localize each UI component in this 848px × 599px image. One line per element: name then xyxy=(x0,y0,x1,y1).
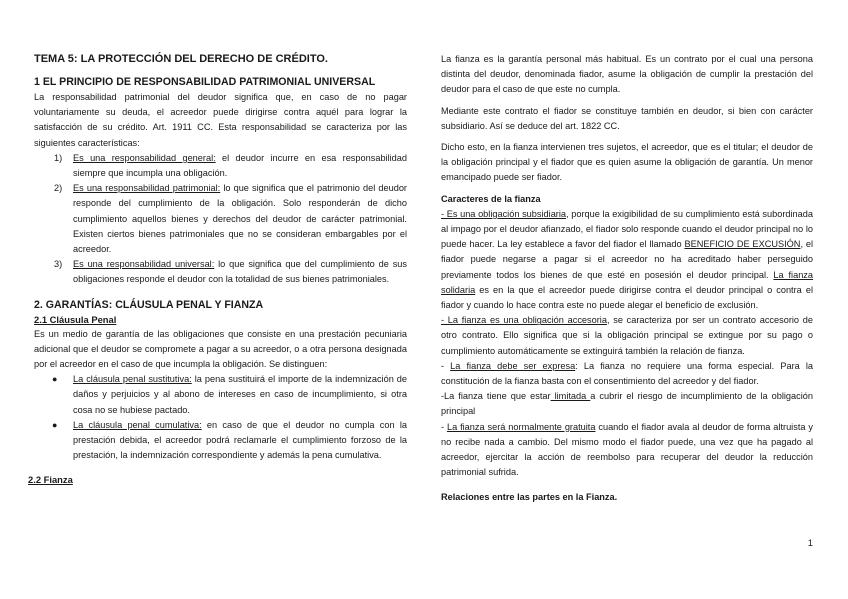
list-number: 1) xyxy=(54,152,63,163)
caracter-text: , porque la exigibilidad de su cumplimiento está subordinada al impago por el deudor afianzado, el fiador solo responde cuando el deudor principal no lo puede hacer. La ley establece a favor del fiador el llamado xyxy=(441,208,813,250)
subsection-2-2-heading: 2.2 Fianza xyxy=(28,474,73,486)
list-item xyxy=(34,372,407,418)
list-text: lo que significa que el patrimonio del deudor responde del cumplimiento de la obligación. Solo responderán de dicho cumplimiento aquellos bienes y derechos del deudor de carácter patrimonial. Existen ciertos bienes patrimoniales que no se consideran embargables por el acreedor. xyxy=(73,183,407,255)
list-term: La cláusula penal cumulativa: xyxy=(73,419,202,430)
list-text: la pena sustituirá el importe de la indemnización de daños y perjuicios y al abono de intereses en caso de incumplimiento, si otra cosa no se hubiese pactado. xyxy=(73,374,408,415)
list-term: Es una responsabilidad patrimonial: xyxy=(73,183,221,194)
list-item xyxy=(34,257,407,287)
responsibility-list xyxy=(34,151,407,288)
list-text: lo que significa que del cumplimiento de sus obligaciones responde el deudor con la totalidad de sus bienes patrimoniales. xyxy=(73,259,407,285)
caracter-text: a cubrir el riesgo de incumplimiento de la obligación principal xyxy=(441,391,814,417)
caracter-limitada xyxy=(441,389,813,419)
section-1-intro: La responsabilidad patrimonial del deudor significa que, en caso de no pagar voluntariamente su deuda, el acreedor puede dirigirse contra aquél para lograr la satisfacción de su crédito. Art. 1911 CC. Esta responsabilidad se caracteriza por las siguientes características: xyxy=(34,92,407,148)
left-column xyxy=(28,52,408,487)
list-term: Es una responsabilidad universal: xyxy=(73,259,215,270)
caracter-prefix: -La fianza tiene que estar xyxy=(441,391,551,402)
list-number: 3) xyxy=(54,259,63,270)
caracter-term: limitada xyxy=(550,391,591,402)
caracter-gratuita xyxy=(441,420,813,481)
list-number: 2) xyxy=(54,183,63,194)
list-text: el deudor incurre en esa responsabilidad siempre que incumpla una obligación. xyxy=(73,152,407,179)
page-number: 1 xyxy=(807,537,813,548)
caracteres-heading: Caracteres de la fianza xyxy=(441,193,541,204)
relaciones-heading: Relaciones entre las partes en la Fianza. xyxy=(441,492,618,503)
caracter-text: , el fiador puede negarse a pagar si el acreedor no ha acreditado haber perseguido previamente todos los bienes de que esté en posesión el deudor principal. xyxy=(441,239,814,280)
bullet-icon: ● xyxy=(52,419,58,430)
paragraph: Mediante este contrato el fiador se constituye también en deudor, si bien con carácter subsidiario. Así se deduce del art. 1822 CC. xyxy=(441,105,813,131)
caracter-prefix: - xyxy=(441,421,447,432)
document-title: TEMA 5: LA PROTECCIÓN DEL DERECHO DE CRÉDITO. xyxy=(34,53,328,65)
caracter-term: BENEFICIO DE EXCUSIÓN xyxy=(684,239,801,250)
caracter-prefix: - xyxy=(441,360,451,371)
caracter-text: : La fianza no requiere una forma especial. Para la constitución de la fianza basta con el consentimiento del acreedor y del fiador. xyxy=(441,360,813,387)
caracter-expresa xyxy=(441,359,813,389)
caracter-accesoria xyxy=(441,313,813,359)
list-item xyxy=(34,181,407,257)
caracter-subsidiaria xyxy=(441,207,813,313)
section-2-heading: 2. GARANTÍAS: CLÁUSULA PENAL Y FIANZA xyxy=(34,298,264,311)
caracter-text: , se caracteriza por ser un contrato accesorio de otro contrato. Ello significa que si la obligación principal se extingue por su pago o cumplimiento automáticamente se extinguirá también la relación de fianza. xyxy=(441,315,813,356)
paragraph: Dicho esto, en la fianza intervienen tres sujetos, el acreedor, que es el titular; el deudor de la obligación principal y el fiador que es quien asume la obligación de garantía. Un menor emancipado puede ser fiador. xyxy=(441,142,813,183)
list-item xyxy=(34,418,407,464)
list-item xyxy=(34,151,407,181)
list-text: en caso de que el deudor no cumpla con la prestación debida, el acreedor podrá reclamarle el cumplimiento forzoso de la prestación, la indemnización correspondiente y además la pena cumulativa. xyxy=(73,419,407,461)
paragraph: La fianza es la garantía personal más habitual. Es un contrato por el cual una persona distinta del deudor, denominada fiador, asume la obligación de cumplir la prestación del deudor para el caso de que este no cumpla. xyxy=(441,54,813,95)
section-1-heading: 1 EL PRINCIPIO DE RESPONSABILIDAD PATRIMONIAL UNIVERSAL xyxy=(34,76,376,88)
subsection-2-1-intro: Es un medio de garantía de las obligaciones que consiste en una prestación pecuniaria adicional que el deudor se compromete a pagar a su acreedor, o a otra persona designada por el acreedor en el caso de que incumpla la obligación. Se distinguen: xyxy=(34,328,407,370)
right-column xyxy=(441,52,813,506)
caracter-text: cuando el fiador avala al deudor de forma altruista y no recibe nada a cambio. Del mismo modo el fiador puede, una vez que ha pagado al acreedor, ejercitar la acción de reembolso para recuperar del deudor la reducción patrimonial sufrida. xyxy=(441,421,813,478)
bullet-icon: ● xyxy=(52,374,58,385)
subsection-2-1-heading: 2.1 Cláusula Penal xyxy=(34,313,117,325)
list-term: La cláusula penal sustitutiva: xyxy=(73,374,192,385)
caracter-term: La fianza será normalmente gratuita xyxy=(446,421,596,432)
list-term: Es una responsabilidad general: xyxy=(73,152,216,163)
caracter-term: - Es una obligación subsidiaria xyxy=(441,208,567,219)
caracter-term: La fianza solidaria xyxy=(441,269,814,295)
caracter-term: La fianza debe ser expresa xyxy=(450,360,576,371)
penal-clause-list xyxy=(34,372,407,463)
caracter-term: - La fianza es una obligación accesoria xyxy=(441,315,607,326)
caracter-text: es en la que el acreedor puede dirigirse contra el deudor principal o contra el fiador y cuando lo hace contra este no puede alegar el beneficio de exclusión. xyxy=(441,284,813,311)
